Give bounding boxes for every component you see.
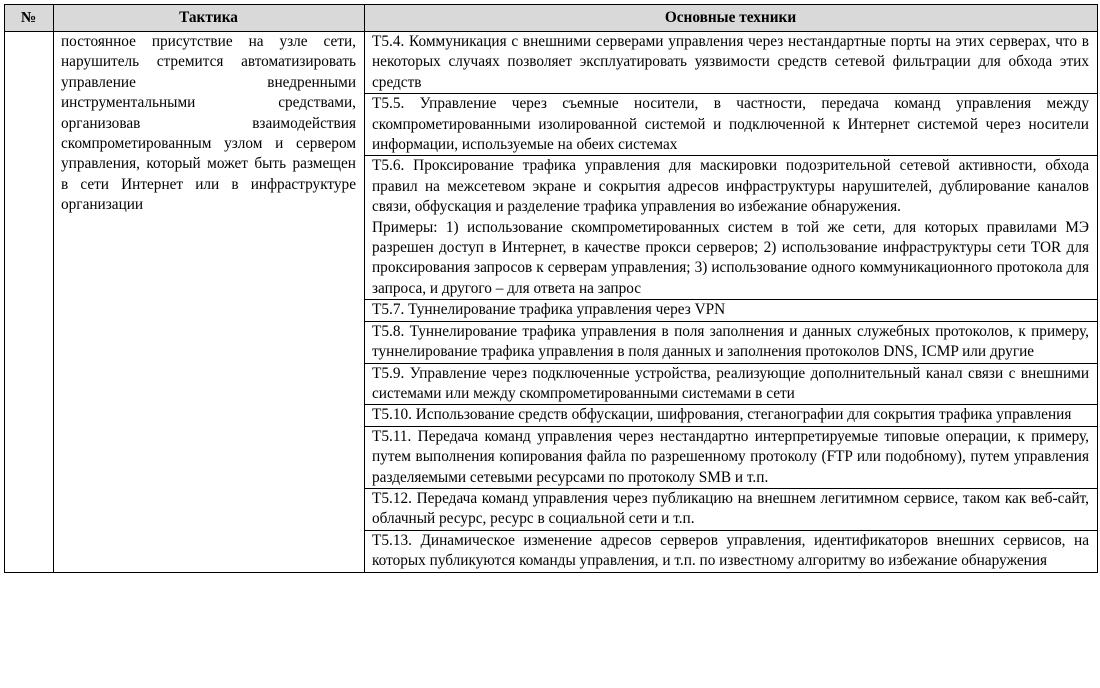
- technique-description: Передача команд управления через публикацию на внешнем легитимном сервисе, таком как веб-сайт, облачный ресурс, ресурс в социальной сети и т.п.: [372, 489, 1089, 528]
- technique-text: [372, 531, 1089, 572]
- technique-id: Т5.8.: [372, 322, 405, 340]
- technique-text: [372, 32, 1089, 93]
- header-num: №: [5, 5, 54, 32]
- technique-id: Т5.13.: [372, 531, 412, 549]
- technique-id: Т5.11.: [372, 427, 412, 445]
- technique-text: [372, 156, 1089, 217]
- technique-description: Туннелирование трафика управления в поля заполнения и данных служебных протоколов, к примеру, туннелирование трафика управления в поля данных и заполнения протоколов DNS, ICMP или другие: [372, 322, 1089, 361]
- technique-cell: [365, 426, 1098, 488]
- technique-text: [372, 405, 1089, 425]
- technique-text: [372, 94, 1089, 155]
- technique-text: [372, 300, 1089, 320]
- tactic-cell: постоянное присутствие на узле сети, нарушитель стремится автоматизировать управление внедренными инструментальными средствами, организовав взаимодействия скомпрометированным узлом и сервером управления, который может быть размещен в сети Интернет или в инфраструктуре организации: [54, 32, 365, 573]
- table-row: [5, 32, 1098, 94]
- technique-id: Т5.5.: [372, 95, 405, 113]
- technique-description: Проксирование трафика управления для маскировки подозрительной сетевой активности, обхода правил на межсетевом экране и сокрытия адресов инфраструктуры нарушителей, дублирование каналов связи, обфускация и разделение трафика управления во избежание обнаружения.: [372, 157, 1089, 216]
- technique-cell: [365, 94, 1098, 156]
- header-techniques: Основные техники: [365, 5, 1098, 32]
- technique-description: Динамическое изменение адресов серверов управления, идентификаторов внешних сервисов, на которых публикуются команды управления, и т.п. по известному алгоритму во избежание обнаружения: [372, 531, 1089, 570]
- technique-cell: [365, 488, 1098, 530]
- technique-description: Управление через подключенные устройства, реализующие дополнительный канал связи с внешними системами или между скомпрометированными системами в сети: [372, 364, 1090, 402]
- technique-id: Т5.4.: [372, 33, 405, 50]
- technique-description: Передача команд управления через нестандартно интерпретируемые типовые операции, к примеру, путем выполнения копирования файла по разрешенному протоколу (FTP или подобному), путем управления разделяемыми сетевыми ресурсами по протоколу SMB и т.п.: [372, 427, 1089, 486]
- header-tactic: Тактика: [54, 5, 365, 32]
- technique-description: Туннелирование трафика управления через VPN: [408, 301, 726, 319]
- technique-id: Т5.10.: [372, 406, 412, 424]
- technique-description: Коммуникация с внешними серверами управления через нестандартные порты на этих серверах, что в некоторых случаях позволяет эксплуатировать уязвимости средств сетевой фильтрации для обхода этих средств: [372, 33, 1089, 91]
- technique-text: [372, 427, 1089, 488]
- technique-cell: [365, 405, 1098, 426]
- technique-cell: [365, 300, 1098, 321]
- technique-text: [372, 322, 1089, 363]
- technique-id: Т5.6.: [372, 157, 405, 175]
- technique-text: [372, 364, 1089, 405]
- technique-description: Управление через съемные носители, в частности, передача команд управления между скомпрометированными изолированной системой и подключенной к Интернет системой через носители информации, используемые на обеих системах: [372, 95, 1090, 154]
- techniques-table: [4, 4, 1098, 573]
- technique-cell: [365, 321, 1098, 363]
- technique-cell: [365, 363, 1098, 405]
- technique-id: Т5.12.: [372, 489, 412, 507]
- technique-text: [372, 489, 1089, 530]
- table-header-row: [5, 5, 1098, 32]
- technique-id: Т5.9.: [372, 364, 405, 382]
- technique-examples: Примеры: 1) использование скомпрометированных систем в той же сети, для которых правилами МЭ разрешен доступ в Интернет, в качестве прокси серверов; 2) использование инфраструктуры сети TOR для проксирования запросов к серверам управления; 3) использование одного коммуникационного протокола для запроса, и другого – для ответа на запрос: [372, 218, 1089, 297]
- row-num-cell: [5, 32, 54, 573]
- technique-description: Использование средств обфускации, шифрования, стеганографии для сокрытия трафика управления: [415, 406, 1072, 424]
- technique-id: Т5.7.: [372, 301, 405, 319]
- technique-cell: [365, 530, 1098, 572]
- technique-cell: [365, 156, 1098, 300]
- technique-cell: [365, 32, 1098, 94]
